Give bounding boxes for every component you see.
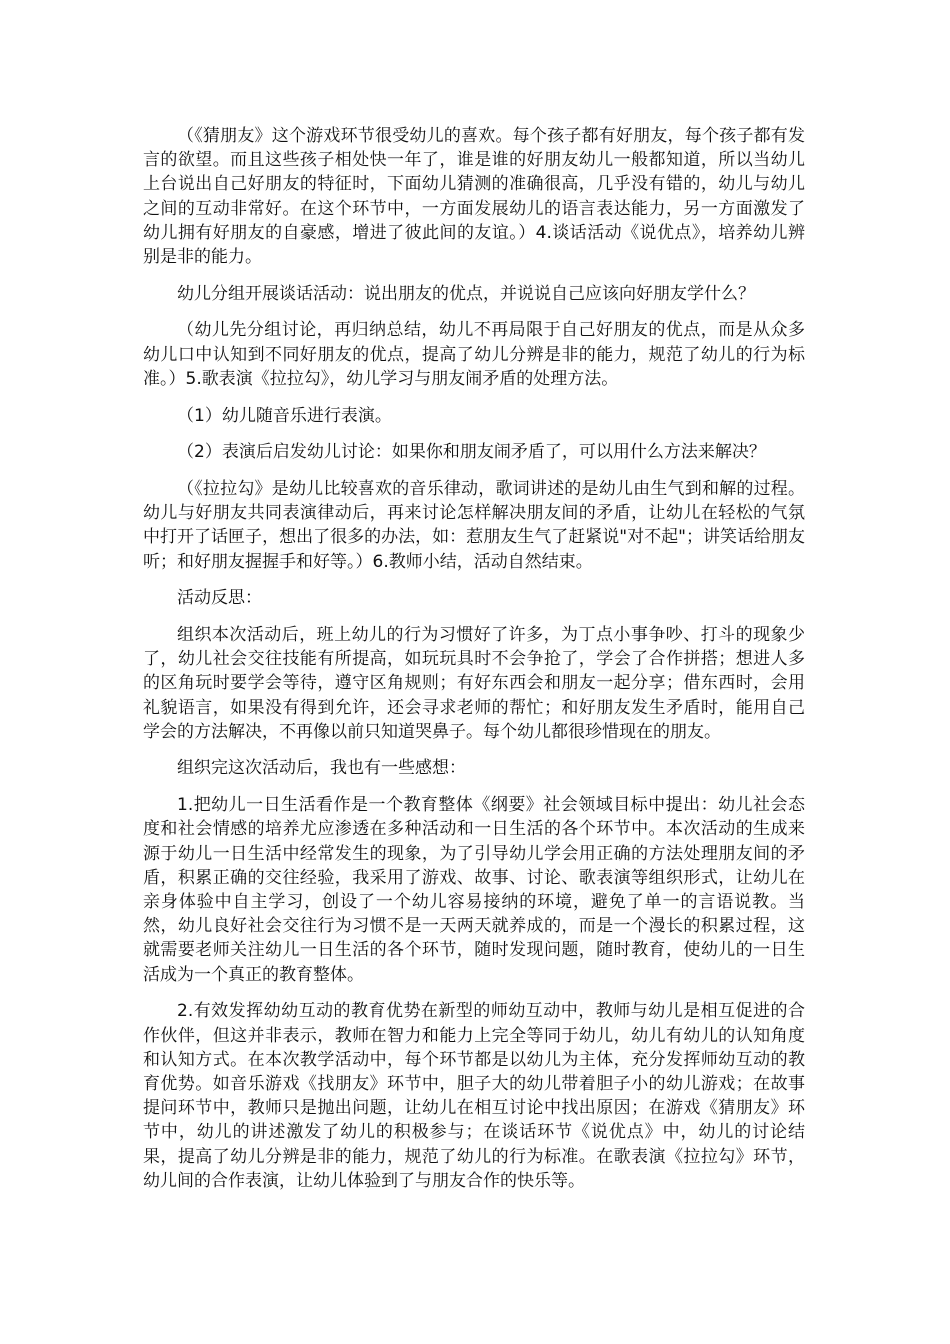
paragraph-group-discussion-note: （幼儿先分组讨论，再归纳总结，幼儿不再局限于自己好朋友的优点，而是从众多幼儿口中认知到不同好朋友的优点，提高了幼儿分辨是非的能力，规范了幼儿的行为标准。）5.歌表演《拉拉勾》，幼儿学习与朋友闹矛盾的处理方法。 bbox=[143, 320, 805, 389]
paragraph-thought-2: 2.有效发挥幼幼互动的教育优势在新型的师幼互动中，教师与幼儿是相互促进的合作伙伴，但这并非表示，教师在智力和能力上完全等同于幼儿，幼儿有幼儿的认知角度和认知方式。在本次教学活动中，每个环节都是以幼儿为主体，充分发挥师幼互动的教育优势。如音乐游戏《找朋友》环节中，胆子大的幼儿带着胆子小的幼儿游戏；在故事提问环节中，教师只是抛出问题，让幼儿在相互讨论中找出原因；在游戏《猜朋友》环节中，幼儿的讲述激发了幼儿的积极参与；在谈话环节《说优点》中，幼儿的讨论结果，提高了幼儿分辨是非的能力，规范了幼儿的行为标准。在歌表演《拉拉勾》环节，幼儿间的合作表演，让幼儿体验到了与朋友合作的快乐等。 bbox=[143, 1001, 805, 1191]
paragraph-step-1: （1）幼儿随音乐进行表演。 bbox=[177, 405, 392, 426]
paragraph-thought-1: 1.把幼儿一日生活看作是一个教育整体《纲要》社会领域目标中提出：幼儿社会态度和社会情感的培养尤应渗透在多种活动和一日生活的各个环节中。本次活动的生成来源于幼儿一日生活中经常发生的现象，为了引导幼儿学会用正确的方法处理朋友间的矛盾，积累正确的交往经验，我采用了游戏、故事、讨论、歌表演等组织形式，让幼儿在亲身体验中自主学习，创设了一个幼儿容易接纳的环境，避免了单一的言语说教。当然，幼儿良好社会交往行为习惯不是一天两天就养成的，而是一个漫长的积累过程，这就需要老师关注幼儿一日生活的各个环节，随时发现问题，随时教育，使幼儿的一日生活成为一个真正的教育整体。 bbox=[143, 795, 805, 985]
paragraph-step-2: （2）表演后启发幼儿讨论：如果你和朋友闹矛盾了，可以用什么方法来解决？ bbox=[177, 442, 766, 463]
heading-activity-reflection: 活动反思： bbox=[177, 588, 262, 609]
paragraph-reflection-outcome: 组织本次活动后，班上幼儿的行为习惯好了许多，为丁点小事争吵、打斗的现象少了，幼儿社会交往技能有所提高，如玩玩具时不会争抢了，学会了合作拼搭；想进人多的区角玩时要学会等待，遵守区角规则；有好东西会和朋友一起分享；借东西时，会用礼貌语言，如果没有得到允许，还会寻求老师的帮忙；和好朋友发生矛盾时，能用自己学会的方法解决，不再像以前只知道哭鼻子。每个幼儿都很珍惜现在的朋友。 bbox=[143, 624, 805, 742]
paragraph-group-talk: 幼儿分组开展谈话活动：说出朋友的优点，并说说自己应该向好朋友学什么？ bbox=[177, 283, 755, 304]
paragraph-lalagou-note: （《拉拉勾》是幼儿比较喜欢的音乐律动，歌词讲述的是幼儿由生气到和解的过程。幼儿与好朋友共同表演律动后，再来讨论怎样解决朋友间的矛盾，让幼儿在轻松的气氛中打开了话匣子，想出了很多的办法，如：惹朋友生气了赶紧说"对不起"；讲笑话给朋友听；和好朋友握握手和好等。）6.教师小结，活动自然结束。 bbox=[143, 478, 805, 572]
document-body bbox=[143, 124, 805, 1205]
paragraph-thoughts-intro: 组织完这次活动后，我也有一些感想： bbox=[177, 758, 466, 779]
paragraph-guess-friend-game: （《猜朋友》这个游戏环节很受幼儿的喜欢。每个孩子都有好朋友，每个孩子都有发言的欲望。而且这些孩子相处快一年了，谁是谁的好朋友幼儿一般都知道，所以当幼儿上台说出自己好朋友的特征时，下面幼儿猜测的准确很高，几乎没有错的，幼儿与幼儿之间的互动非常好。在这个环节中，一方面发展幼儿的语言表达能力，另一方面激发了幼儿拥有好朋友的自豪感，增进了彼此间的友谊。）4.谈话活动《说优点》，培养幼儿辨别是非的能力。 bbox=[143, 126, 805, 268]
